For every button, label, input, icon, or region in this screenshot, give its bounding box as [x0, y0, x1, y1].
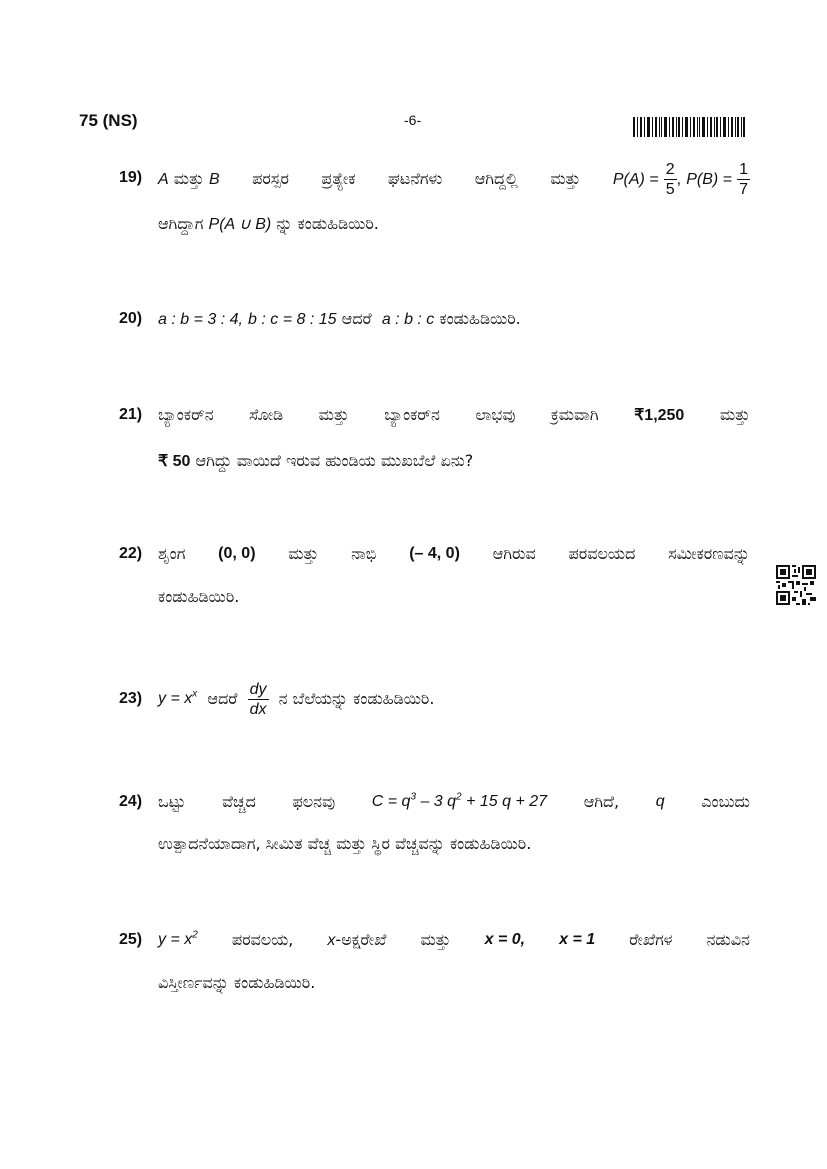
question-number: 20)	[119, 310, 143, 327]
barcode-icon	[633, 117, 745, 137]
ratio-ab: a : b = 3 : 4,	[158, 311, 243, 328]
q19-probabilities: P(A) = $\frac{2}{5}$ , P(B) = $\frac{1}{7}$	[612, 160, 748, 198]
question-24-line-1: ಒಟ್ಟು ವೆಚ್ಚದ ಫಲನವು $C = q^3 - 3$ $q^2 + 15$ q + 27 ಆಗಿದೆ, q ಎಂಬುದು	[158, 791, 750, 811]
q19-word: ಪರಸ್ಪರ	[252, 169, 289, 188]
question-number: 23)	[119, 690, 143, 707]
q19-word: ಘಟನೆಗಳು	[387, 169, 443, 188]
qr-code-icon	[776, 565, 816, 605]
question-number: 22)	[119, 545, 143, 562]
ratio-bc: b : c = 8 : 15	[248, 311, 337, 328]
focus-point: (– 4, 0)	[409, 545, 460, 562]
line-x-1: x = 1	[559, 931, 596, 948]
question-number: 24)	[119, 793, 143, 810]
question-22-line-1: ಶೃಂಗ (0, 0) ಮತ್ತು ನಾಭಿ (– 4, 0) ಆಗಿರುವ ಪರವಲಯದ ಸಮೀಕರಣವನ್ನು	[158, 544, 750, 563]
question-24-line-2: ಉತ್ಪಾದನೆಯಾದಾಗ, ಸೀಮಿತ ವೆಚ್ಚ ಮತ್ತು ಸ್ಥಿರ ವೆಚ್ಚವನ್ನು ಕಂಡುಹಿಡಿಯಿರಿ.	[158, 834, 532, 853]
fraction-2-5: $\frac{2}{5}$	[665, 160, 675, 198]
page-number: -6-	[404, 112, 422, 128]
fraction-1-7: $\frac{1}{7}$	[739, 160, 748, 198]
ratio-abc: a : b : c	[381, 311, 435, 328]
q19-event-a: A ಮತ್ತು B	[158, 169, 220, 188]
paper-code: 75 (NS)	[79, 111, 138, 130]
question-23-line-1: $y = x^x$ ಆದರೆ $\frac{dy}{dx}$ ನ ಬೆಲೆಯನ್ನು ಕಂಡುಹಿಡಿಯಿರಿ.	[158, 680, 435, 718]
amount-50: ₹ 50	[158, 453, 191, 470]
q19-word: ಆಗಿದ್ದಲ್ಲಿ	[474, 169, 518, 188]
derivative-fraction: $\frac{dy}{dx}$	[249, 680, 267, 718]
question-25-line-1: $y = x^2$ ಪರವಲಯ, x-ಅಕ್ಷರೇಖೆ ಮತ್ತು x = 0, x = 1 ರೇಖೆಗಳ ನಡುವಿನ	[158, 929, 750, 949]
question-25-line-2: ವಿಸ್ತೀರ್ಣವನ್ನು ಕಂಡುಹಿಡಿಯಿರಿ.	[158, 973, 316, 992]
question-19-line-1	[158, 157, 750, 201]
q19-word: ಮತ್ತು	[550, 169, 581, 188]
question-number: 25)	[119, 931, 143, 948]
vertex-point: (0, 0)	[218, 545, 256, 562]
question-20-line-1: a : b = 3 : 4, b : c = 8 : 15 ಆದರೆ a : b : c ಕಂಡುಹಿಡಿಯಿರಿ.	[158, 309, 521, 328]
question-19-line-2: ಆಗಿದ್ದಾಗ P(A ∪ B) ನ್ನು ಕಂಡುಹಿಡಿಯಿರಿ.	[158, 214, 379, 233]
amount-1250: ₹1,250	[634, 407, 685, 424]
parabola-expression: $y = x^2$	[158, 929, 198, 948]
question-number: 21)	[119, 406, 143, 423]
cost-function: $C = q^3 - 3$ $q^2 + 15$ q + 27	[371, 791, 548, 810]
line-x-0: x = 0,	[484, 931, 526, 948]
question-21-line-1: ಬ್ಯಾಂಕರ್‌ನ ಸೋಡಿ ಮತ್ತು ಬ್ಯಾಂಕರ್‌ನ ಲಾಭವು ಕ್ರಮವಾಗಿ ₹1,250 ಮತ್ತು	[158, 405, 750, 424]
union-expression: P(A ∪ B)	[208, 216, 272, 233]
q19-word: ಪ್ರತ್ಯೇಕ	[321, 169, 356, 188]
question-number: 19)	[119, 169, 143, 186]
question-22-line-2: ಕಂಡುಹಿಡಿಯಿರಿ.	[158, 587, 240, 606]
question-21-line-2: ₹ 50 ಆಗಿದ್ದು ವಾಯಿದೆ ಇರುವ ಹುಂಡಿಯ ಮುಖಬೆಲೆ ಏನು?	[158, 451, 474, 470]
function-expression: $y = x^x$	[158, 688, 198, 707]
